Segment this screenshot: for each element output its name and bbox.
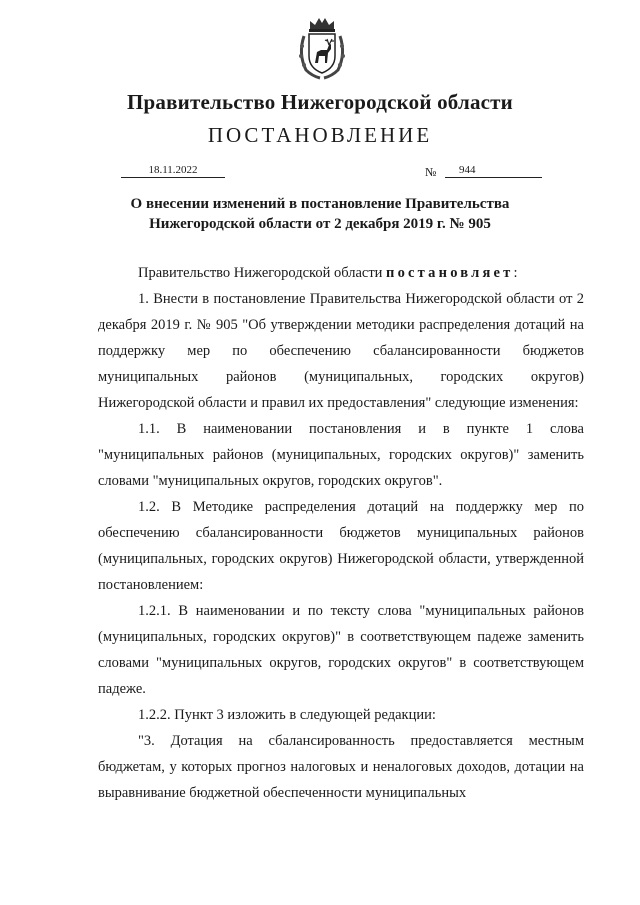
document-title	[0, 194, 640, 234]
preamble-end: :	[513, 265, 518, 281]
decree-number: 944	[459, 164, 476, 176]
preamble	[98, 260, 584, 286]
document-body	[98, 260, 584, 806]
preamble-verb: постановляет	[386, 265, 514, 281]
decree-date: 18.11.2022	[121, 163, 225, 178]
title-line-1: О внесении изменений в постановление Правительства	[130, 196, 510, 212]
decree-number-line	[445, 163, 542, 178]
title-line-2: Нижегородской области от 2 декабря 2019 г. № 905	[149, 216, 491, 232]
preamble-text: Правительство Нижегородской области	[138, 265, 387, 281]
paragraph-1: 1. Внести в постановление Правительства Нижегородской области от 2 декабря 2019 г. № 905 "Об утверждении методики распределения дотаций на поддержку мер по обеспечению сбалансированности бюджетов муниципальных районов (муниципальных, городских округов) Нижегородской области и правил их предоставления" следующие изменения:	[98, 291, 584, 411]
government-name: Правительство Нижегородской области	[127, 90, 513, 114]
paragraph-1-2: 1.2. В Методике распределения дотаций на поддержку мер по обеспечению сбалансированности бюджетов муниципальных районов (муниципальных, городских округов) Нижегородской области, утвержденной постановлением:	[98, 499, 584, 593]
paragraph-1-1: 1.1. В наименовании постановления и в пункте 1 слова "муниципальных районов (муниципальных, городских округов)" заменить словами "муниципальных округов, городских округов".	[98, 421, 584, 489]
number-sign: №	[425, 165, 437, 179]
document-type: ПОСТАНОВЛЕНИЕ	[207, 123, 433, 147]
paragraph-1-2-2: 1.2.2. Пункт 3 изложить в следующей редакции:	[138, 707, 436, 723]
paragraph-1-2-1: 1.2.1. В наименовании и по тексту слова "муниципальных районов (муниципальных, городских округов)" в соответствующем падеже заменить словами "муниципальных округов, городских округов" в соответствующем падеже.	[98, 603, 584, 697]
paragraph-quote-3: "3. Дотация на сбалансированность предоставляется местным бюджетам, у которых прогноз налоговых и неналоговых доходов, дотации на выравнивание бюджетной обеспеченности муниципальных	[98, 733, 584, 801]
coat-of-arms-icon	[296, 16, 348, 80]
